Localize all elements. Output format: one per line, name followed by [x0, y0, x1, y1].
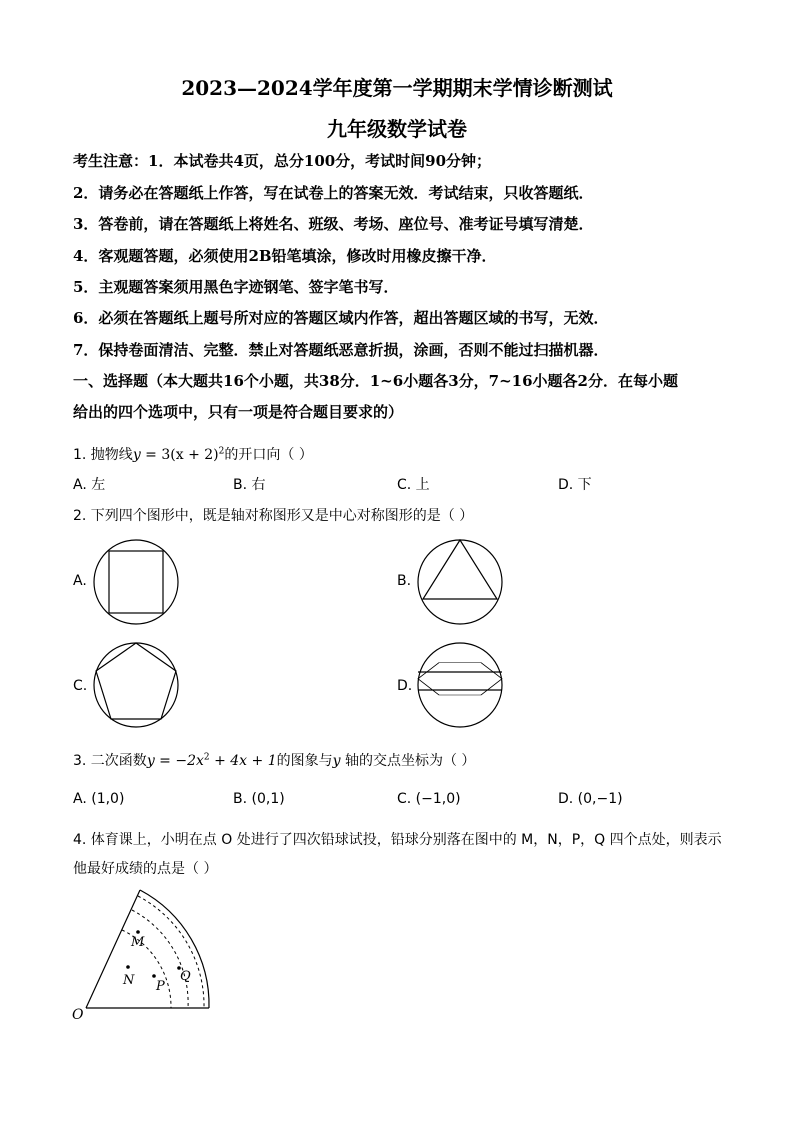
question-3-option-d: D. (0,−1)	[558, 791, 623, 807]
notice-7: 7．保持卷面清洁、完整．禁止对答题纸恶意折损，涂画，否则不能过扫描机器．	[73, 341, 609, 359]
figure-b-circle-triangle	[416, 538, 504, 626]
question-1-option-b: B. 右	[233, 477, 266, 493]
notice-3: 3．答卷前，请在答题纸上将姓名、班级、考场、座位号、准考证号填写清楚．	[73, 215, 594, 233]
figure-c-circle-pentagon	[92, 641, 180, 729]
section-heading-line1: 一、选择题（本大题共16个小题，共38分．1~6小题各3分，7~16小题各2分．在每小题	[73, 372, 678, 390]
exam-title: 2023—2024学年度第一学期期末学情诊断测试	[181, 76, 613, 100]
question-3-formula: y = −2x	[146, 753, 204, 769]
exam-subtitle: 九年级数学试卷	[327, 117, 467, 141]
shot-put-sector-figure	[66, 880, 226, 1025]
notice-2: 2．请务必在答题纸上作答，写在试卷上的答案无效．考试结束，只收答题纸．	[73, 184, 594, 202]
sector-outer-arc	[140, 890, 209, 1008]
figure-d-circle-hexagon	[416, 641, 504, 729]
question-3-option-b: B. (0,1)	[233, 791, 285, 807]
question-2-label-c: C.	[73, 678, 88, 694]
point-p-dot	[152, 974, 156, 978]
point-n-dot	[126, 965, 130, 969]
question-2: 2. 下列四个图形中，既是轴对称图形又是中心对称图形的是（ ）	[73, 508, 474, 524]
question-4-line2: 他最好成绩的点是（ ）	[73, 861, 218, 877]
question-1-option-d: D. 下	[558, 477, 592, 493]
question-1-suffix: 的开口向（ ）	[224, 447, 313, 463]
notice-5: 5．主观题答案须用黑色字迹钢笔、签字笔书写．	[73, 278, 399, 296]
question-1-option-c: C. 上	[397, 477, 430, 493]
notice-6: 6．必须在答题纸上题号所对应的答题区域内作答，超出答题区域的书写，无效．	[73, 309, 609, 327]
question-3-prefix: 3. 二次函数	[73, 753, 147, 769]
question-4-line1: 4. 体育课上，小明在点 O 处进行了四次铅球试投，铅球分别落在图中的 M，N，P，Q 四个点处，则表示	[73, 832, 722, 848]
question-3-suffix-b: 轴的交点坐标为（ ）	[340, 753, 476, 769]
figure-a-circle-square	[92, 538, 180, 626]
point-q-label: Q	[180, 969, 191, 984]
question-1-exponent: 2	[218, 446, 225, 457]
notice-1: 考生注意：1．本试卷共4页，总分100分，考试时间90分钟；	[73, 152, 492, 170]
question-1-option-a: A. 左	[73, 477, 106, 493]
point-m-dot	[136, 930, 140, 934]
question-3-axis: y	[332, 753, 341, 769]
question-2-label-a: A.	[73, 573, 87, 589]
question-1	[73, 444, 313, 464]
dashed-arc-1	[122, 930, 171, 1008]
question-2-label-b: B.	[397, 573, 412, 589]
point-p-label: P	[156, 979, 165, 994]
origin-o-label: O	[72, 1007, 84, 1023]
question-3-formula-tail: + 4x + 1	[209, 753, 277, 769]
point-m-label: M	[131, 935, 145, 950]
point-n-label: N	[123, 973, 135, 988]
question-3	[73, 750, 475, 770]
question-2-label-d: D.	[397, 678, 413, 694]
section-heading-line2: 给出的四个选项中，只有一项是符合题目要求的）	[73, 403, 404, 421]
question-3-exponent: 2	[203, 752, 210, 763]
question-1-prefix: 1. 抛物线	[73, 447, 133, 463]
question-3-option-c: C. (−1,0)	[397, 791, 461, 807]
question-1-formula-rhs: = 3(x + 2)	[140, 447, 219, 463]
question-1-formula-lhs: y	[132, 447, 141, 463]
question-3-suffix-a: 的图象与	[276, 753, 333, 769]
question-3-option-a: A. (1,0)	[73, 791, 125, 807]
notice-4: 4．客观题答题，必须使用2B铅笔填涂，修改时用橡皮擦干净．	[73, 247, 497, 265]
